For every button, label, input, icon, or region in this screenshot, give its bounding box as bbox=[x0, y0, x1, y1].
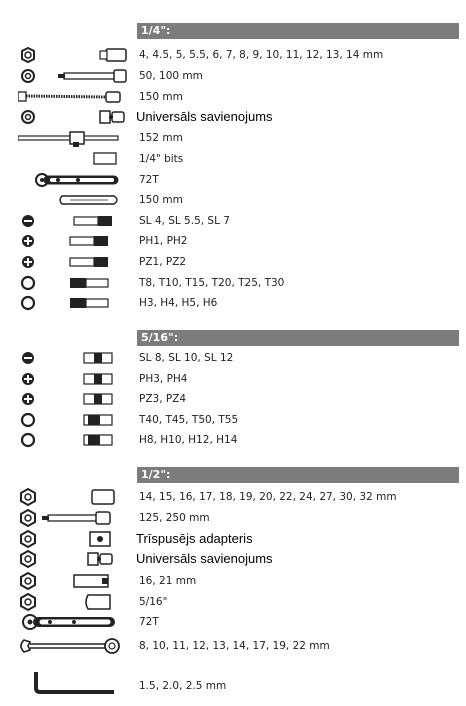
list-item bbox=[0, 348, 466, 368]
row-text: 8, 10, 11, 12, 13, 14, 17, 19, 22 mm bbox=[139, 640, 330, 652]
hex-socket-icon bbox=[18, 487, 128, 507]
pozidriv-bit-icon bbox=[18, 389, 128, 409]
list-item bbox=[0, 389, 466, 409]
row-text: 1.5, 2.0, 2.5 mm bbox=[139, 680, 227, 692]
bit-holder-icon bbox=[18, 592, 128, 612]
row-text: 72T bbox=[139, 616, 159, 628]
row-text-overlay: Trīspusējs adapteris bbox=[136, 529, 257, 549]
row-text: 150 mm bbox=[139, 194, 183, 206]
list-item bbox=[0, 211, 466, 231]
list-item bbox=[0, 87, 466, 107]
ratchet-handle-icon bbox=[18, 612, 128, 632]
section-header-half-inch: 1/2": bbox=[137, 467, 459, 483]
row-text: H8, H10, H12, H14 bbox=[139, 434, 238, 446]
row-text: 150 mm bbox=[139, 91, 183, 103]
list-item bbox=[0, 508, 466, 528]
row-text: 50, 100 mm bbox=[139, 70, 203, 82]
list-item bbox=[0, 676, 466, 696]
list-item bbox=[0, 273, 466, 293]
row-text: 152 mm bbox=[139, 132, 183, 144]
hex-key-icon bbox=[18, 668, 128, 698]
list-item bbox=[0, 190, 466, 210]
bit-adapter-icon bbox=[18, 149, 128, 169]
list-item bbox=[0, 45, 466, 65]
extension-bar-icon bbox=[18, 508, 128, 528]
row-text: PZ1, PZ2 bbox=[139, 256, 187, 268]
list-item bbox=[0, 66, 466, 86]
spark-plug-socket-icon bbox=[18, 571, 128, 591]
list-item bbox=[0, 592, 466, 612]
row-text: T8, T10, T15, T20, T25, T30 bbox=[139, 277, 285, 289]
combination-wrench-icon bbox=[18, 636, 128, 656]
list-item bbox=[0, 487, 466, 507]
list-item bbox=[0, 430, 466, 450]
universal-joint-icon bbox=[18, 549, 128, 569]
three-way-adapter-icon bbox=[18, 529, 128, 549]
row-text: 14, 15, 16, 17, 18, 19, 20, 22, 24, 27, 30, 32 mm bbox=[139, 491, 397, 503]
torx-bit-icon bbox=[18, 273, 128, 293]
list-item bbox=[0, 410, 466, 430]
extension-bar-icon bbox=[18, 66, 128, 86]
row-text-overlay: Universāls savienojums bbox=[136, 549, 277, 569]
row-text: 72T bbox=[139, 174, 159, 186]
phillips-bit-icon bbox=[18, 369, 128, 389]
hex-bit-icon bbox=[18, 430, 128, 450]
pozidriv-bit-icon bbox=[18, 252, 128, 272]
sliding-t-bar-icon bbox=[18, 128, 128, 148]
row-text: 1/4" bits bbox=[139, 153, 184, 165]
row-text: T40, T45, T50, T55 bbox=[139, 414, 239, 426]
section-header-five-sixteenth-inch: 5/16": bbox=[137, 330, 459, 346]
slotted-bit-icon bbox=[18, 211, 128, 231]
slotted-bit-icon bbox=[18, 348, 128, 368]
list-item bbox=[0, 149, 466, 169]
list-item bbox=[0, 107, 466, 127]
row-text: SL 4, SL 5.5, SL 7 bbox=[139, 215, 230, 227]
flexible-extension-icon bbox=[18, 87, 128, 107]
list-item bbox=[0, 571, 466, 591]
torx-bit-icon bbox=[18, 410, 128, 430]
list-item bbox=[0, 529, 466, 549]
phillips-bit-icon bbox=[18, 231, 128, 251]
list-item bbox=[0, 549, 466, 569]
row-text: 5/16" bbox=[139, 596, 168, 608]
list-item bbox=[0, 231, 466, 251]
row-text: PH3, PH4 bbox=[139, 373, 188, 385]
list-item bbox=[0, 128, 466, 148]
row-text: H3, H4, H5, H6 bbox=[139, 297, 218, 309]
row-text: SL 8, SL 10, SL 12 bbox=[139, 352, 234, 364]
row-text-overlay: Universāls savienojums bbox=[136, 107, 277, 127]
list-item bbox=[0, 636, 466, 656]
universal-joint-icon bbox=[18, 107, 128, 127]
list-item bbox=[0, 252, 466, 272]
list-item bbox=[0, 369, 466, 389]
row-text: PZ3, PZ4 bbox=[139, 393, 187, 405]
row-text: 16, 21 mm bbox=[139, 575, 197, 587]
list-item bbox=[0, 293, 466, 313]
row-text: 4, 4.5, 5, 5.5, 6, 7, 8, 9, 10, 11, 12, 13, 14 mm bbox=[139, 49, 384, 61]
hex-bit-icon bbox=[18, 293, 128, 313]
hex-socket-icon bbox=[18, 45, 128, 65]
row-text: PH1, PH2 bbox=[139, 235, 188, 247]
list-item bbox=[0, 170, 466, 190]
spinner-handle-icon bbox=[18, 190, 128, 210]
section-header-quarter-inch: 1/4": bbox=[137, 23, 459, 39]
row-text: 125, 250 mm bbox=[139, 512, 210, 524]
ratchet-handle-icon bbox=[18, 170, 128, 190]
list-item bbox=[0, 612, 466, 632]
